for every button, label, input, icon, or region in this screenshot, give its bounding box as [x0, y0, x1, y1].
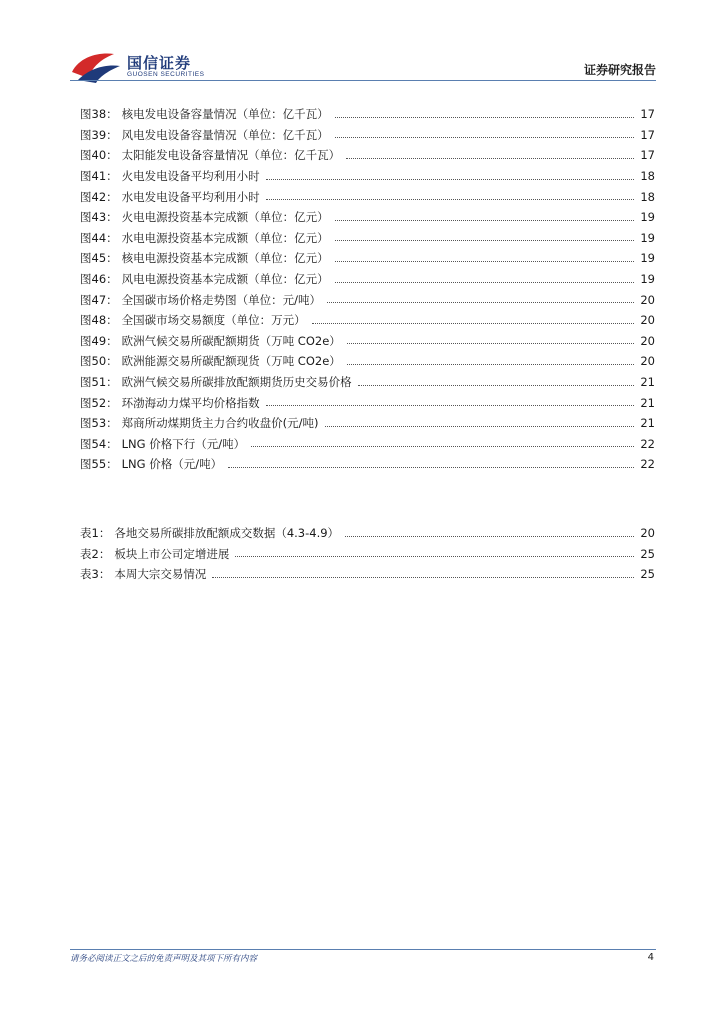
figure-entry-title: 环渤海动力煤平均价格指数 [121, 395, 260, 410]
figure-entry-title: 火电电源投资基本完成额（单位：亿元） [121, 210, 329, 225]
figure-entry-title: 全国碳市场价格走势图（单位：元/吨） [121, 292, 322, 307]
figure-entry-page: 20 [640, 292, 655, 307]
figure-entry-title: 欧洲气候交易所碳排放配额期货历史交易价格 [121, 375, 352, 390]
figure-entry[interactable] [80, 289, 655, 310]
dot-leader [327, 302, 634, 303]
guosen-logo-icon [70, 50, 122, 84]
figure-entry-label: 图53： [80, 416, 118, 431]
figure-entry-page: 22 [640, 436, 655, 451]
table-entry[interactable] [80, 564, 655, 585]
figure-entry-page: 21 [640, 416, 655, 431]
logo-chinese-name: 国信证券 [127, 54, 192, 72]
figure-entry-page: 19 [640, 230, 655, 245]
header-divider [70, 80, 656, 81]
figure-entry[interactable] [80, 125, 655, 146]
figure-entry-title: 郑商所动煤期货主力合约收盘价(元/吨) [121, 416, 319, 431]
dot-leader [358, 385, 635, 386]
figure-entry-page: 20 [640, 333, 655, 348]
figure-entry-label: 图44： [80, 230, 118, 245]
figure-entry-title: 核电发电设备容量情况（单位：亿千瓦） [121, 107, 329, 122]
figure-entry-title: 水电电源投资基本完成额（单位：亿元） [121, 230, 329, 245]
table-entry-label: 表2： [80, 546, 111, 561]
table-index [80, 523, 655, 585]
figure-entry-label: 图38： [80, 107, 118, 122]
figure-entry-label: 图48： [80, 313, 118, 328]
table-entry[interactable] [80, 544, 655, 565]
figure-entry-title: 水电发电设备平均利用小时 [121, 189, 260, 204]
figure-entry-title: 全国碳市场交易额度（单位：万元） [121, 313, 306, 328]
figure-entry-title: 风电发电设备容量情况（单位：亿千瓦） [121, 127, 329, 142]
figure-entry-label: 图50： [80, 354, 118, 369]
dot-leader [347, 343, 635, 344]
figure-entry-page: 20 [640, 313, 655, 328]
figure-entry-title: 火电发电设备平均利用小时 [121, 169, 260, 184]
dot-leader [345, 536, 634, 537]
figure-entry-title: 欧洲能源交易所碳配额现货（万吨 CO2e） [121, 354, 341, 369]
table-entry-page: 25 [640, 567, 655, 582]
figure-entry-page: 19 [640, 210, 655, 225]
figure-entry-label: 图52： [80, 395, 118, 410]
figure-entry-label: 图45： [80, 251, 118, 266]
figure-entry-title: 核电电源投资基本完成额（单位：亿元） [121, 251, 329, 266]
figure-entry[interactable] [80, 434, 655, 455]
figure-entry-page: 19 [640, 272, 655, 287]
figure-entry[interactable] [80, 372, 655, 393]
figure-entry[interactable] [80, 413, 655, 434]
table-entry-page: 25 [640, 546, 655, 561]
figure-entry-title: LNG 价格下行（元/吨） [121, 436, 246, 451]
dot-leader [212, 577, 634, 578]
figure-entry[interactable] [80, 269, 655, 290]
figure-entry[interactable] [80, 310, 655, 331]
footer-divider [70, 949, 656, 950]
figure-entry-page: 18 [640, 189, 655, 204]
figure-entry-label: 图42： [80, 189, 118, 204]
table-entry-title: 各地交易所碳排放配额成交数据（4.3-4.9） [114, 526, 340, 541]
dot-leader [335, 240, 635, 241]
dot-leader [235, 556, 634, 557]
figure-entry-label: 图49： [80, 333, 118, 348]
figure-index [80, 104, 655, 475]
dot-leader [312, 323, 635, 324]
page-header [0, 0, 724, 90]
dot-leader [325, 426, 635, 427]
figure-entry-page: 17 [640, 148, 655, 163]
figure-entry-label: 图47： [80, 292, 118, 307]
dot-leader [335, 220, 635, 221]
figure-entry-page: 21 [640, 395, 655, 410]
figure-entry-title: 欧洲气候交易所碳配额期货（万吨 CO2e） [121, 333, 341, 348]
figure-entry[interactable] [80, 207, 655, 228]
figure-entry-label: 图51： [80, 375, 118, 390]
figure-entry-title: 太阳能发电设备容量情况（单位：亿千瓦） [121, 148, 341, 163]
figure-entry-label: 图54： [80, 436, 118, 451]
figure-entry-page: 21 [640, 375, 655, 390]
figure-entry[interactable] [80, 104, 655, 125]
guosen-logo [70, 50, 220, 84]
figure-entry-page: 19 [640, 251, 655, 266]
table-entry-label: 表3： [80, 567, 111, 582]
dot-leader [335, 261, 635, 262]
figure-entry-page: 17 [640, 127, 655, 142]
logo-english-name: GUOSEN SECURITIES [127, 71, 205, 78]
figure-entry-page: 20 [640, 354, 655, 369]
figure-entry-label: 图41： [80, 169, 118, 184]
figure-entry-title: 风电电源投资基本完成额（单位：亿元） [121, 272, 329, 287]
report-type-label: 证券研究报告 [583, 63, 656, 77]
figure-entry-page: 17 [640, 107, 655, 122]
dot-leader [347, 364, 635, 365]
figure-entry-label: 图46： [80, 272, 118, 287]
figure-entry[interactable] [80, 186, 655, 207]
figure-entry-page: 18 [640, 169, 655, 184]
figure-entry-label: 图40： [80, 148, 118, 163]
dot-leader [335, 117, 635, 118]
figure-entry[interactable] [80, 351, 655, 372]
dot-leader [335, 137, 635, 138]
figure-entry[interactable] [80, 454, 655, 475]
figure-entry[interactable] [80, 145, 655, 166]
dot-leader [266, 199, 635, 200]
figure-entry[interactable] [80, 392, 655, 413]
dot-leader [251, 446, 634, 447]
figure-entry-label: 图39： [80, 127, 118, 142]
table-entry-title: 板块上市公司定增进展 [114, 546, 230, 561]
page-number: 4 [647, 952, 654, 963]
table-entry[interactable] [80, 523, 655, 544]
figure-entry[interactable] [80, 331, 655, 352]
dot-leader [266, 405, 635, 406]
figure-entry-title: LNG 价格（元/吨） [121, 457, 223, 472]
table-entry-title: 本周大宗交易情况 [114, 567, 207, 582]
table-entry-page: 20 [640, 526, 655, 541]
dot-leader [266, 179, 635, 180]
figure-entry[interactable] [80, 248, 655, 269]
figure-entry[interactable] [80, 228, 655, 249]
dot-leader [346, 158, 634, 159]
figure-entry-label: 图43： [80, 210, 118, 225]
dot-leader [228, 467, 634, 468]
figure-entry-label: 图55： [80, 457, 118, 472]
dot-leader [335, 282, 635, 283]
figure-entry[interactable] [80, 166, 655, 187]
table-entry-label: 表1： [80, 526, 111, 541]
disclaimer-text: 请务必阅读正文之后的免责声明及其项下所有内容 [70, 954, 258, 964]
figure-entry-page: 22 [640, 457, 655, 472]
